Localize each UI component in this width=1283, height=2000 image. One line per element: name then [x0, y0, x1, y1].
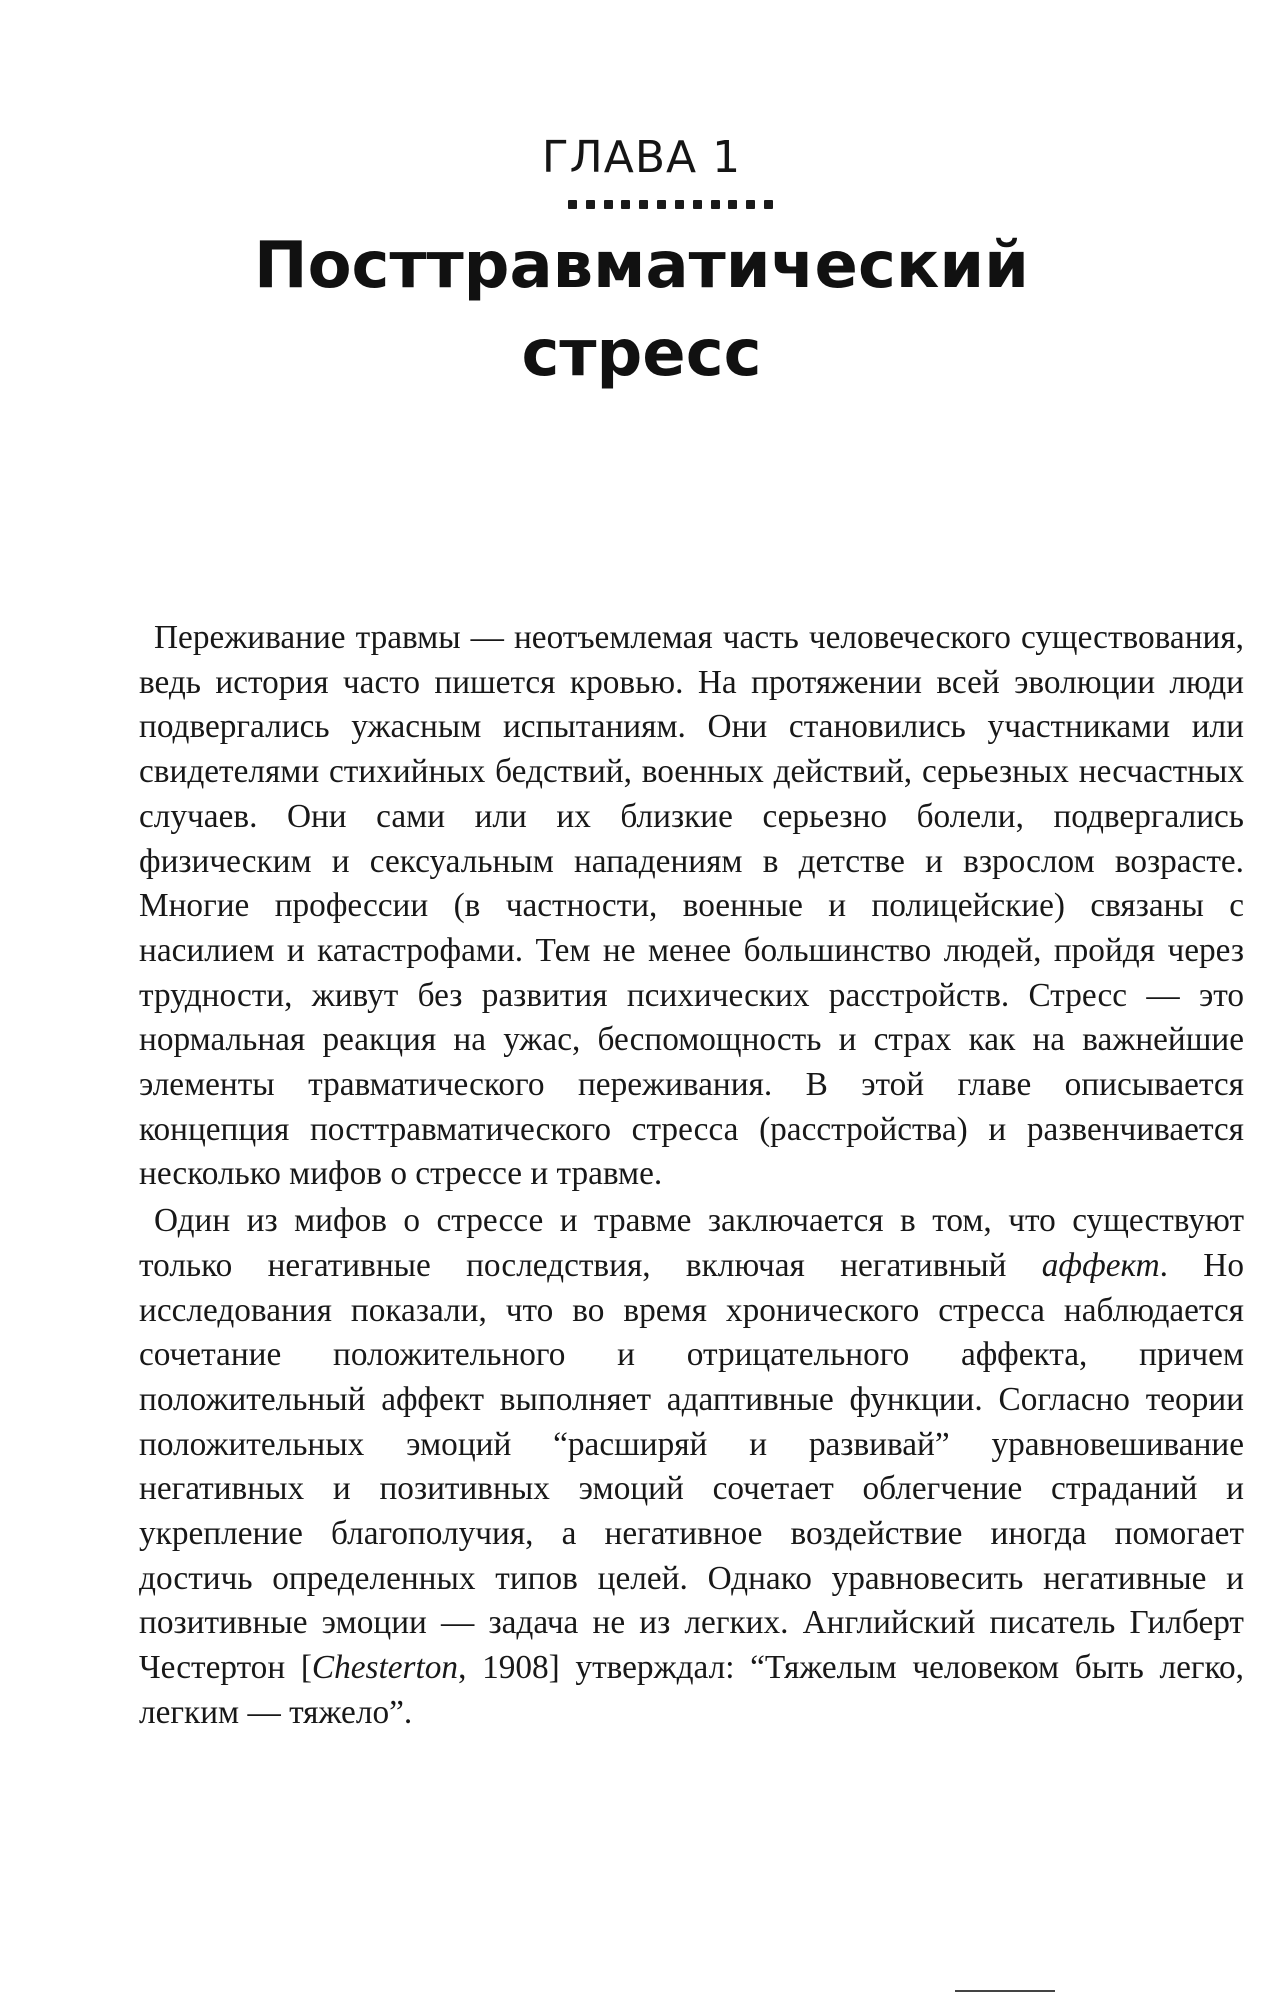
divider-dot	[746, 200, 755, 209]
paragraph-2	[139, 1199, 1244, 1735]
paragraph-2-text: Один из мифов о стрессе и травме заключается в том, что существуют только негативные последствия, включая негативный	[139, 1202, 1244, 1284]
chapter-title-line-2: стресс	[521, 317, 762, 391]
paragraph-2-text: . Но исследования показали, что во время хронического стресса наблюдается сочетание положительного и отрицательного аффекта, причем положительный аффект выполняет адаптивные функции. Согласно теории положительных эмоций “расширяй и развивай” уравновешивание негативных и позитивных эмоций сочетает облегчение страданий и укрепление благополучия, а негативное воздействие иногда помогает достичь определенных типов целей. Однако уравновесить негативные и позитивные эмоции — задача не из легких. Английский писатель Гилберт Честертон [	[139, 1246, 1245, 1687]
chapter-title	[0, 222, 1283, 398]
divider-dot	[657, 200, 666, 209]
divider-dot	[621, 200, 630, 209]
chapter-title-line-1: Посттравматический	[254, 229, 1029, 303]
paragraph-2-text: , 1908] утверждал: “Тяжелым человеком быть легко, легким — тяжело”.	[139, 1649, 1244, 1731]
divider-dot	[711, 200, 720, 209]
divider-dot	[675, 200, 684, 209]
chapter-label: ГЛАВА 1	[541, 132, 742, 183]
citation-author: Chesterton	[311, 1649, 459, 1687]
footer-rule	[955, 1990, 1055, 1992]
dotted-divider	[568, 198, 773, 210]
paragraph-1: Переживание травмы — неотъемлемая часть человеческого существования, ведь история часто пишется кровью. На протяжении всей эволюции люди подвергались ужасным испытаниям. Они становились участниками или свидетелями стихийных бедствий, военных действий, серьезных несчастных случаев. Они сами или их близкие серьезно болели, подвергались физическим и сексуальным нападениям в детстве и взрослом возрасте. Многие профессии (в частности, военные и полицейские) связаны с насилием и катастрофами. Тем не менее большинство людей, пройдя через трудности, живут без развития психических расстройств. Стресс — это нормальная реакция на ужас, беспомощность и страх как на важнейшие элементы травматического переживания. В этой главе описывается концепция посттравматического стресса (расстройства) и развенчивается несколько мифов о стрессе и травме.	[139, 619, 1244, 1193]
divider-dot	[764, 200, 773, 209]
divider-dot	[728, 200, 737, 209]
divider-dot	[639, 200, 648, 209]
body-text	[139, 616, 1244, 1738]
divider-dot	[586, 200, 595, 209]
divider-dot	[693, 200, 702, 209]
divider-dot	[568, 200, 577, 209]
divider-dot	[604, 200, 613, 209]
italic-term: аффект	[1041, 1246, 1160, 1284]
